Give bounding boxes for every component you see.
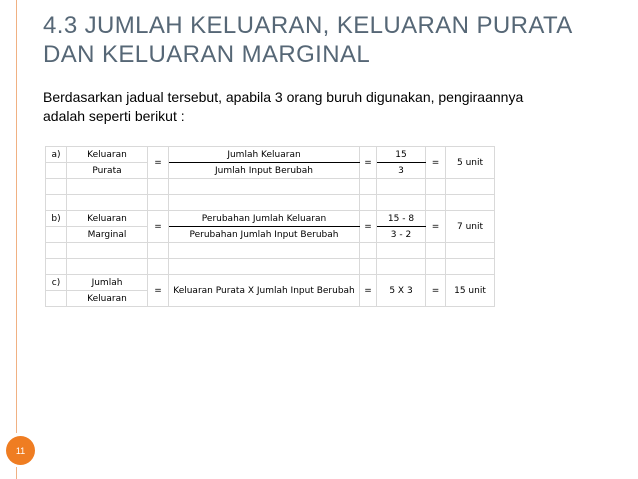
empty-cell [46,243,67,259]
equals-sign: = [360,211,377,243]
item-letter: c) [46,275,67,291]
formula-numerator: Perubahan Jumlah Keluaran [169,211,360,227]
empty-cell [67,179,148,195]
empty-cell [46,179,67,195]
page-number-badge: 11 [6,436,35,465]
empty-cell [426,179,446,195]
table-row [46,259,495,275]
empty-cell [377,179,426,195]
empty-cell [148,243,169,259]
equals-sign: = [148,275,169,307]
result: 5 unit [446,147,495,179]
calculation-table [45,146,495,307]
label-bottom: Keluaran [67,291,148,307]
empty-cell [426,243,446,259]
value-numerator: 15 - 8 [377,211,426,227]
empty-cell [360,179,377,195]
equals-sign: = [148,211,169,243]
formula: Keluaran Purata X Jumlah Input Berubah [169,275,360,307]
formula-numerator: Jumlah Keluaran [169,147,360,163]
empty-cell [446,243,495,259]
label-bottom: Purata [67,163,148,179]
formula-denominator: Perubahan Jumlah Input Berubah [169,227,360,243]
empty-cell [360,259,377,275]
empty-cell [67,195,148,211]
empty-cell [360,243,377,259]
value-denominator: 3 - 2 [377,227,426,243]
empty-cell [148,179,169,195]
table-row [46,275,495,291]
empty-cell [377,259,426,275]
equals-sign: = [360,147,377,179]
equals-sign: = [148,147,169,179]
empty-cell [46,291,67,307]
item-letter: b) [46,211,67,227]
intro-text [43,88,623,126]
left-accent-line [16,0,17,433]
value-numerator: 15 [377,147,426,163]
table-row [46,211,495,227]
table-row [46,243,495,259]
empty-cell [360,195,377,211]
left-accent-line-bottom [16,467,17,479]
empty-cell [169,259,360,275]
label-top: Jumlah [67,275,148,291]
empty-cell [446,179,495,195]
value-denominator: 3 [377,163,426,179]
equals-sign: = [360,275,377,307]
empty-cell [169,195,360,211]
empty-cell [169,179,360,195]
result: 15 unit [446,275,495,307]
equals-sign: = [426,275,446,307]
label-top: Keluaran [67,147,148,163]
empty-cell [169,243,360,259]
label-bottom: Marginal [67,227,148,243]
formula-denominator: Jumlah Input Berubah [169,163,360,179]
empty-cell [426,259,446,275]
label-top: Keluaran [67,211,148,227]
empty-cell [148,195,169,211]
empty-cell [426,195,446,211]
empty-cell [377,243,426,259]
empty-cell [46,259,67,275]
table-row [46,147,495,163]
item-letter: a) [46,147,67,163]
equals-sign: = [426,147,446,179]
table-row [46,179,495,195]
empty-cell [148,259,169,275]
empty-cell [446,195,495,211]
table-row [46,195,495,211]
intro-line: adalah seperti berikut : [43,108,185,124]
empty-cell [46,227,67,243]
value: 5 X 3 [377,275,426,307]
empty-cell [67,243,148,259]
empty-cell [377,195,426,211]
equals-sign: = [426,211,446,243]
empty-cell [46,195,67,211]
slide-title-line: 4.3 JUMLAH KELUARAN, KELUARAN PURATA [43,12,573,39]
empty-cell [446,259,495,275]
empty-cell [46,163,67,179]
slide-title [43,11,623,69]
slide-title-line: DAN KELUARAN MARGINAL [43,41,371,68]
empty-cell [67,259,148,275]
result: 7 unit [446,211,495,243]
intro-line: Berdasarkan jadual tersebut, apabila 3 orang buruh digunakan, pengiraannya [43,89,524,105]
